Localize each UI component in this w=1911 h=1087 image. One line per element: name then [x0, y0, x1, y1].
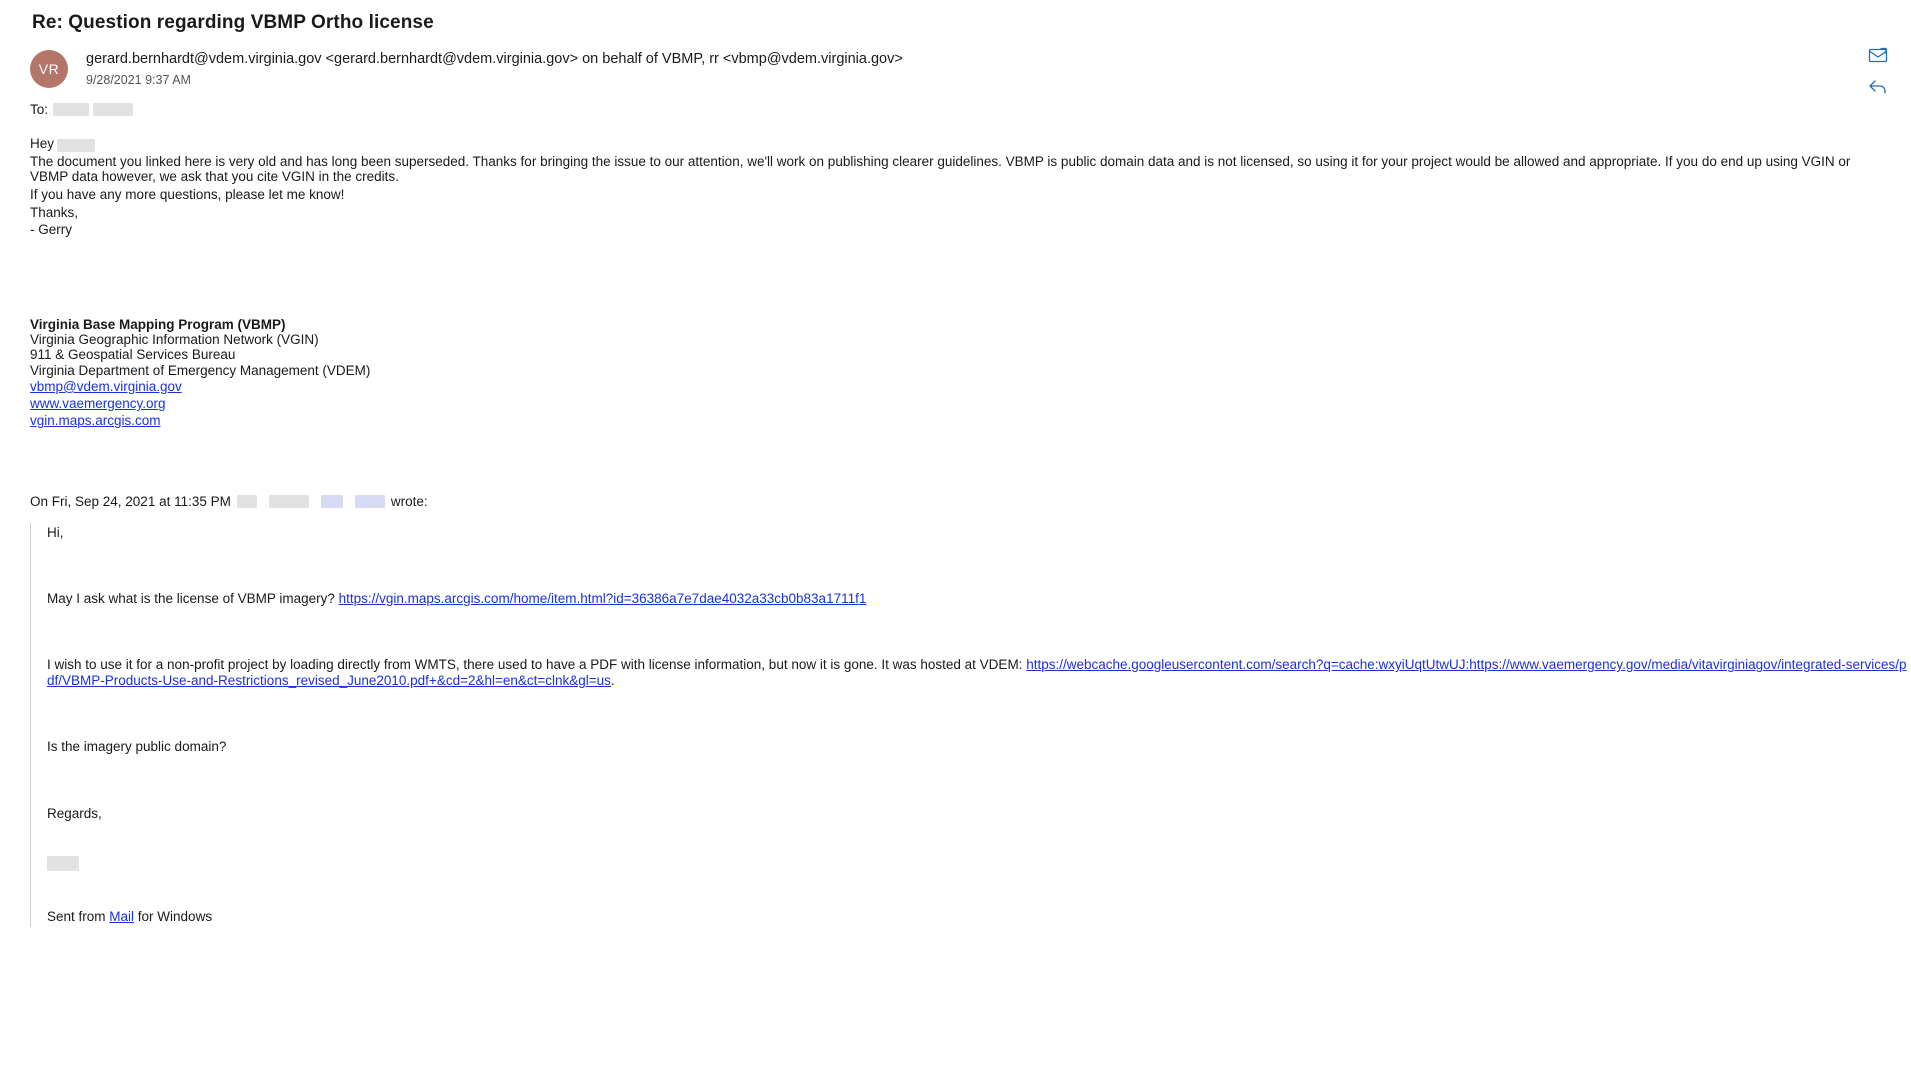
message-actions	[1865, 42, 1891, 100]
signature-org-title: Virginia Base Mapping Program (VBMP)	[30, 316, 286, 332]
sender-block	[86, 48, 903, 87]
body-greeting-line	[30, 135, 1879, 153]
redacted-recipient-2	[93, 103, 133, 116]
sent-from-suffix: for Windows	[134, 909, 213, 924]
signature-line-4: Virginia Department of Emergency Management (VDEM)	[30, 362, 371, 378]
quoted-spacer-6	[47, 877, 1911, 907]
open-in-new-window-icon[interactable]	[1865, 42, 1891, 68]
message-timestamp: 9/28/2021 9:37 AM	[86, 73, 191, 87]
reply-icon[interactable]	[1865, 74, 1891, 100]
redacted-sender-name	[47, 856, 79, 871]
quoted-message-header	[0, 430, 1911, 509]
redacted-quote-4	[355, 495, 385, 508]
body-greeting: Hey	[30, 136, 55, 151]
to-label: To:	[30, 102, 49, 117]
quoted-spacer-3	[47, 691, 1911, 737]
quoted-spacer-1	[47, 543, 1911, 589]
quoted-spacer-5	[47, 824, 1911, 854]
quoted-header-prefix: On Fri, Sep 24, 2021 at 11:35 PM	[30, 493, 231, 509]
body-closing: Thanks,	[30, 204, 79, 220]
page-title: Re: Question regarding VBMP Ortho license	[32, 12, 434, 33]
quoted-question-1	[47, 589, 1911, 609]
redacted-quote-2	[269, 495, 309, 508]
sent-from-prefix: Sent from	[47, 909, 110, 924]
signature-line-2: Virginia Geographic Information Network (VGIN)	[30, 332, 319, 348]
signature-line-3: 911 & Geospatial Services Bureau	[30, 347, 236, 363]
mail-app-link[interactable]: Mail	[109, 909, 135, 924]
redacted-name	[57, 139, 95, 152]
quoted-spacer-2	[47, 609, 1911, 655]
quoted-arcgis-link[interactable]: https://vgin.maps.arcgis.com/home/item.html?id=36386a7e7dae4032a33cb0b83a1711f1	[338, 590, 867, 606]
redacted-recipient-1	[53, 103, 89, 116]
quoted-greeting: Hi,	[47, 524, 64, 540]
body-paragraph-2: If you have any more questions, please let me know!	[30, 186, 345, 202]
message-body	[0, 117, 1911, 239]
quoted-header-suffix: wrote:	[390, 493, 428, 509]
signature-email-link[interactable]: vbmp@vdem.virginia.gov	[30, 378, 182, 394]
recipients-row	[0, 88, 1911, 117]
sender-address: gerard.bernhardt@vdem.virginia.gov <gerard.bernhardt@vdem.virginia.gov> on behalf of VBMP, rr <vbmp@vdem.virginia.gov>	[86, 51, 903, 67]
body-signoff: - Gerry	[30, 222, 72, 238]
quoted-webcache-link[interactable]: https://webcache.googleusercontent.com/search?q=cache:wxyiUqtUtwUJ:https://www.vaemergency.gov/media/vitavirginiagov/integrated-services/pdf/VBMP-Products-Use-and-Restrictions_revised_June2010.pdf+&cd=2&hl=en&ct=clnk&gl=us	[47, 657, 1907, 689]
signature-web-link[interactable]: www.vaemergency.org	[30, 396, 166, 412]
quoted-question-2: Is the imagery public domain?	[47, 739, 227, 755]
signature-maps-link[interactable]: vgin.maps.arcgis.com	[30, 413, 161, 429]
body-paragraph-1: The document you linked here is very old and has long been superseded. Thanks for bringing the issue to our attention, we'll work on publishing clearer guidelines. VBMP is public domain data and is not licensed, so using it for your project would be allowed and appropriate. If you do end up using VGIN or VBMP data however, we ask that you cite VGIN in the credits.	[30, 153, 1851, 185]
avatar: VR	[30, 50, 68, 88]
signature-block	[0, 317, 1911, 430]
redacted-quote-3	[321, 495, 343, 508]
quoted-message-body	[30, 523, 1911, 928]
quoted-paragraph	[47, 655, 1911, 691]
redacted-quote-1	[237, 495, 257, 508]
quoted-sent-from	[47, 907, 1911, 927]
quoted-question-1-text: May I ask what is the license of VBMP imagery?	[47, 590, 339, 606]
message-header	[0, 34, 1911, 88]
quoted-paragraph-text: I wish to use it for a non-profit project by loading directly from WMTS, there used to have a PDF with license information, but now it is gone. It was hosted at VDEM:	[47, 657, 1027, 673]
quoted-paragraph-suffix: .	[610, 673, 615, 689]
quoted-regards: Regards,	[47, 805, 102, 821]
body-spacer	[0, 239, 1911, 317]
quoted-spacer-4	[47, 758, 1911, 804]
quoted-redacted-signature-line	[47, 854, 1911, 877]
